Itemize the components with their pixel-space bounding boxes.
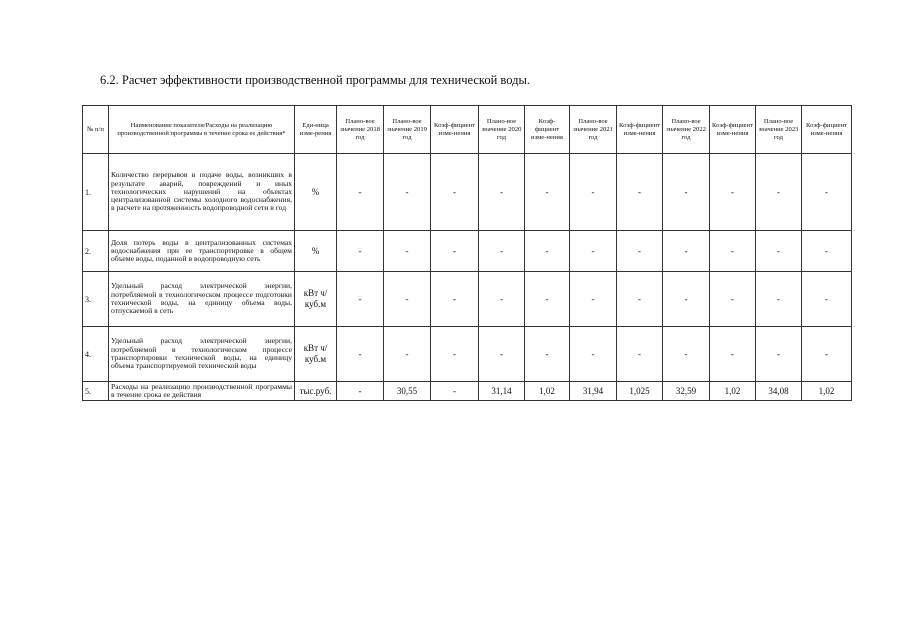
cell-plan-2021: -	[570, 327, 617, 382]
cell-coef-2019: -	[431, 272, 479, 327]
table-row	[83, 327, 852, 382]
row-unit: тыс.руб.	[295, 382, 337, 401]
row-num: 4.	[83, 327, 109, 382]
cell-coef-2021: -	[617, 327, 663, 382]
row-unit: кВт ч/куб.м	[295, 327, 337, 382]
header-plan-2019: Плано-вое значение 2019 год	[384, 106, 431, 154]
header-num: № п/п	[83, 106, 109, 154]
cell-coef-2023: -	[802, 154, 852, 231]
cell-plan-2021: -	[570, 272, 617, 327]
row-num: 5.	[83, 382, 109, 401]
header-plan-2022: Плано-вое значение 2022 год	[663, 106, 710, 154]
cell-coef-2022: 1,02	[710, 382, 756, 401]
cell-plan-2020: -	[479, 272, 525, 327]
row-unit: %	[295, 231, 337, 272]
cell-coef-2020: -	[525, 154, 570, 231]
row-name: Доля потерь воды в централизованных системах водоснабжения при ее транспортировке в общем объеме воды, поданной в водопроводную сеть	[109, 231, 295, 272]
cell-plan-2023: -	[756, 327, 802, 382]
cell-plan-2018: -	[337, 231, 384, 272]
table-row	[83, 382, 852, 401]
cell-coef-2023: -	[802, 231, 852, 272]
cell-plan-2020: -	[479, 231, 525, 272]
cell-plan-2021: -	[570, 154, 617, 231]
cell-plan-2023: -	[756, 231, 802, 272]
cell-plan-2019: -	[384, 231, 431, 272]
cell-plan-2022: -	[663, 154, 710, 231]
cell-plan-2022: -	[663, 231, 710, 272]
cell-plan-2019: 30,55	[384, 382, 431, 401]
row-name: Расходы на реализацию производственной программы в течение срока ее действия	[109, 382, 295, 401]
cell-plan-2018: -	[337, 272, 384, 327]
cell-plan-2021: -	[570, 231, 617, 272]
row-name: Удельный расход электрической энергии, потребляемой в технологическом процессе транспортировки технической воды, на единицу объема транспортируемой технической воды	[109, 327, 295, 382]
cell-plan-2020: 31,14	[479, 382, 525, 401]
cell-plan-2018: -	[337, 154, 384, 231]
cell-coef-2020: 1,02	[525, 382, 570, 401]
cell-coef-2023: -	[802, 272, 852, 327]
header-plan-2018: Плано-вое значение 2018 год	[337, 106, 384, 154]
header-coef-2023: Коэф-фициент изме-нения	[802, 106, 852, 154]
cell-plan-2020: -	[479, 154, 525, 231]
header-unit: Еди-ница изме-рения	[295, 106, 337, 154]
cell-coef-2019: -	[431, 382, 479, 401]
row-num: 3.	[83, 272, 109, 327]
cell-plan-2023: 34,08	[756, 382, 802, 401]
cell-coef-2021: -	[617, 231, 663, 272]
row-num: 1.	[83, 154, 109, 231]
cell-coef-2020: -	[525, 327, 570, 382]
cell-plan-2019: -	[384, 154, 431, 231]
header-coef-2022: Коэф-фициент изме-нения	[710, 106, 756, 154]
cell-coef-2021: -	[617, 154, 663, 231]
header-plan-2023: Плано-вое значение 2023 год	[756, 106, 802, 154]
page-title: 6.2. Расчет эффективности производственной программы для технической воды.	[100, 73, 531, 87]
cell-coef-2022: -	[710, 327, 756, 382]
cell-coef-2020: -	[525, 272, 570, 327]
table-row	[83, 272, 852, 327]
header-coef-2019: Коэф-фициент изме-нения	[431, 106, 479, 154]
header-coef-2021: Коэф-фициент изме-нения	[617, 106, 663, 154]
table-row	[83, 154, 852, 231]
cell-coef-2019: -	[431, 231, 479, 272]
cell-plan-2019: -	[384, 272, 431, 327]
cell-plan-2020: -	[479, 327, 525, 382]
efficiency-table	[82, 105, 852, 401]
cell-coef-2023: -	[802, 327, 852, 382]
cell-plan-2023: -	[756, 154, 802, 231]
header-plan-2021: Плано-вое значение 2021 год	[570, 106, 617, 154]
cell-coef-2022: -	[710, 272, 756, 327]
header-plan-2020: Плано-вое значение 2020 год	[479, 106, 525, 154]
cell-plan-2022: -	[663, 327, 710, 382]
cell-plan-2018: -	[337, 327, 384, 382]
header-row	[83, 106, 852, 154]
cell-coef-2023: 1,02	[802, 382, 852, 401]
cell-coef-2019: -	[431, 154, 479, 231]
cell-plan-2023: -	[756, 272, 802, 327]
cell-coef-2021: -	[617, 272, 663, 327]
header-name: Наименование показателя/Расходы на реализацию производственной программы в течение срока ее действия*	[109, 106, 295, 154]
cell-coef-2021: 1,025	[617, 382, 663, 401]
cell-coef-2019: -	[431, 327, 479, 382]
cell-plan-2022: 32,59	[663, 382, 710, 401]
cell-plan-2018: -	[337, 382, 384, 401]
cell-plan-2022: -	[663, 272, 710, 327]
cell-coef-2022: -	[710, 231, 756, 272]
row-unit: кВт ч/куб.м	[295, 272, 337, 327]
header-coef-2020: Коэф-фициент изме-нения	[525, 106, 570, 154]
row-num: 2.	[83, 231, 109, 272]
cell-plan-2021: 31,94	[570, 382, 617, 401]
cell-coef-2022: -	[710, 154, 756, 231]
row-name: Удельный расход электрической энергии, потребляемой в технологическом процессе подготовки технической воды, на единицу объема воды, отпускаемой в сеть	[109, 272, 295, 327]
row-unit: %	[295, 154, 337, 231]
table-row	[83, 231, 852, 272]
cell-coef-2020: -	[525, 231, 570, 272]
row-name: Количество перерывов в подаче воды, возникших в результате аварий, повреждений и иных технологических нарушений на объектах централизованной системы холодного водоснабжения, в расчете на протяженность водопроводной сети в год	[109, 154, 295, 231]
cell-plan-2019: -	[384, 327, 431, 382]
